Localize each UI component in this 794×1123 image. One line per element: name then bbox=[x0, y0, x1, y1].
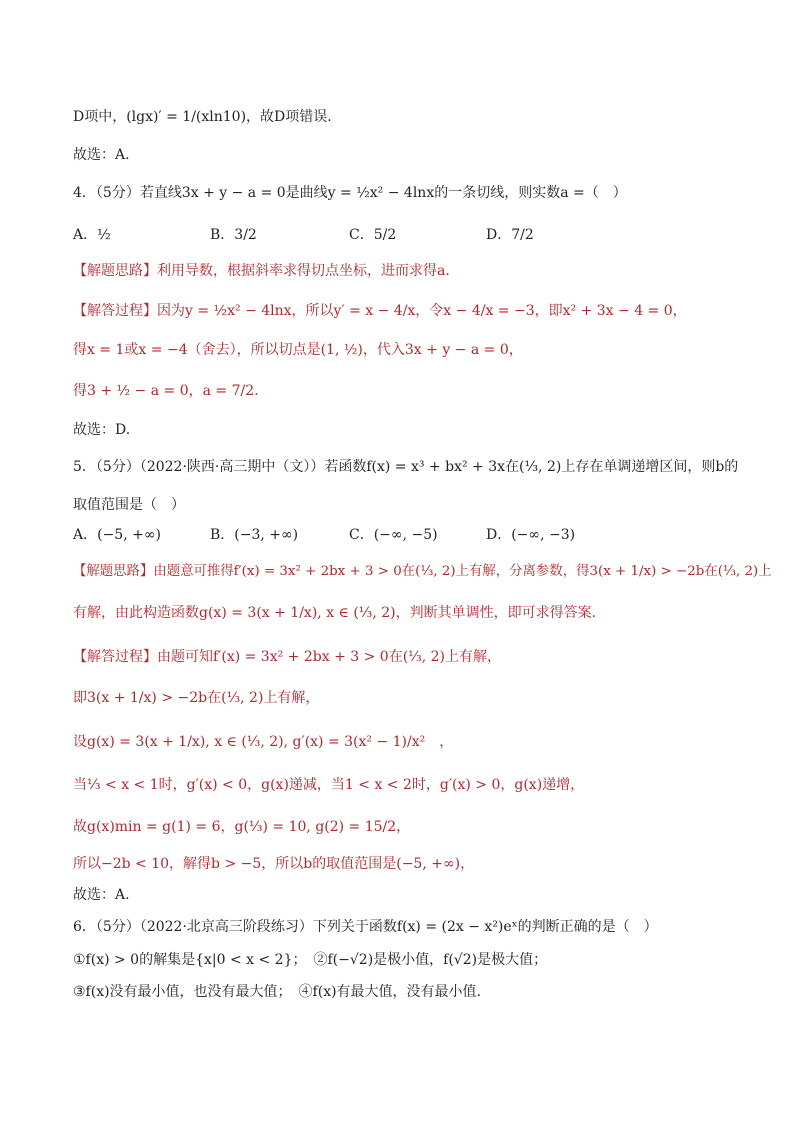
q4-solution-step-3: 得3 + ½ − a = 0，a = 7/2. bbox=[73, 383, 259, 399]
q5-solution-step-4: 当⅓ < x < 1时，g′(x) < 0，g(x)递减，当1 < x < 2时，g′(x) > 0，g(x)递增， bbox=[73, 777, 585, 793]
q5-solution-idea-1: 【解题思路】由题意可推得f′(x) = 3x² + 2bx + 3 > 0在(⅓, 2)上有解，分离参数，得3(x + 1/x) > −2b在(⅓, 2)上 bbox=[73, 564, 772, 579]
question-4: 4．（5分）若直线3x + y − a = 0是曲线y = ½x² − 4lnx的一条切线，则实数a =（ ） bbox=[73, 185, 627, 201]
q4-solution-step-2: 得x = 1或x = −4（舍去），所以切点是(1, ½)，代入3x + y − a = 0， bbox=[73, 342, 523, 358]
question-6: 6．（5分）（2022·北京高三阶段练习）下列关于函数f(x) = (2x − x²)eˣ的判断正确的是（ ） bbox=[73, 919, 658, 935]
q4-option-a: A．½ bbox=[73, 227, 111, 243]
option-d-analysis: D项中，(lgx)′ = 1/(xln10)，故D项错误. bbox=[73, 109, 332, 125]
q5-option-b: B．(−3, +∞) bbox=[210, 527, 299, 543]
q5-solution-idea-2: 有解，由此构造函数g(x) = 3(x + 1/x), x ∈ (⅓, 2)，判断其单调性，即可求得答案. bbox=[73, 605, 597, 621]
q5-option-d: D．(−∞, −3) bbox=[486, 527, 576, 543]
q4-option-c: C．5/2 bbox=[349, 227, 397, 243]
q4-answer: 故选：D. bbox=[73, 422, 131, 438]
q5-solution-step-2: 即3(x + 1/x) > −2b在(⅓, 2)上有解， bbox=[73, 690, 320, 706]
q5-solution-step-3: 设g(x) = 3(x + 1/x), x ∈ (⅓, 2), g′(x) = 3(x² − 1)/x² ， bbox=[73, 734, 454, 750]
q5-answer: 故选：A. bbox=[73, 887, 130, 903]
question-5-line-1: 5．（5分）（2022·陕西·高三期中（文））若函数f(x) = x³ + bx² + 3x在(⅓, 2)上存在单调递增区间，则b的 bbox=[73, 459, 739, 475]
q6-statements-1-2: ①f(x) > 0的解集是{x|0 < x < 2}； ②f(−√2)是极小值，f(√2)是极大值； bbox=[73, 952, 548, 968]
q5-solution-step-5: 故g(x)min = g(1) = 6，g(⅓) = 10, g(2) = 15/2， bbox=[73, 819, 411, 835]
answer-line: 故选：A. bbox=[73, 147, 130, 163]
question-5-line-2: 取值范围是（ ） bbox=[73, 497, 185, 513]
q4-option-b: B．3/2 bbox=[210, 227, 257, 243]
q5-solution-step-1: 【解答过程】由题可知f′(x) = 3x² + 2bx + 3 > 0在(⅓, 2)上有解， bbox=[73, 649, 501, 665]
q4-solution-step-1: 【解答过程】因为y = ½x² − 4lnx，所以y′ = x − 4/x，令x − 4/x = −3，即x² + 3x − 4 = 0， bbox=[73, 303, 687, 319]
q5-option-a: A．(−5, +∞) bbox=[73, 527, 161, 543]
q5-solution-step-6: 所以−2b < 10，解得b > −5，所以b的取值范围是(−5, +∞)， bbox=[73, 856, 475, 872]
q4-option-d: D．7/2 bbox=[486, 227, 534, 243]
q6-statements-3-4: ③f(x)没有最小值，也没有最大值； ④f(x)有最大值，没有最小值. bbox=[73, 984, 482, 1000]
q5-option-c: C．(−∞, −5) bbox=[349, 527, 438, 543]
q4-solution-idea: 【解题思路】利用导数，根据斜率求得切点坐标，进而求得a. bbox=[73, 263, 450, 279]
